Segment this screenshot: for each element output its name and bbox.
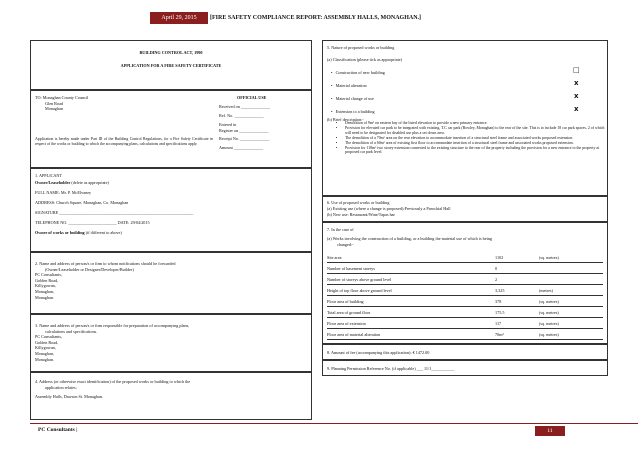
s5-bullet-5: • Provision for 118m² two storey extension connected to the existing structure to the rear of the property including the provision for a new entrance to the property at proposed car park level. [345,146,607,156]
footer-left: PC Consultants | [38,427,78,433]
s7-row-unit: (sq. metres) [539,332,559,337]
s4-text-1: 4. Address (or otherwise exact identification) of the proposed works or building to which the [35,379,191,384]
s2-addr-3: Killygowan, [35,283,56,289]
page-number: 11 [535,426,565,436]
s6-heading: 6. Use of proposed works or building [327,200,390,205]
s9-planning-ref: 9. Planning Permission Reference No. (if applicable) ___ 11/1___________ [327,366,455,371]
telephone: TELEPHONE NO. _______________________ DATE: 29/04/2015 [35,220,150,225]
s7-row-label: Site area [327,255,342,260]
s7-row-rule [327,328,603,329]
s5-item-1-label: Construction of new building [335,70,385,75]
s3-addr-2: Golden Road, [35,339,59,345]
s3-text-2: calculations and specifications. [45,328,98,334]
header-title-text: FIRE SAFETY COMPLIANCE REPORT: ASSEMBLY HALLS, MONAGHAN. [212,15,420,21]
declaration-text: Application is hereby made under Part III of the Building Control Regulations, for a Fire Safety Certificate in respect of the works or building to which the accompanying plans, calculations and specifications apply. [35,137,213,146]
s7-row-label: Number of basement storeys [327,266,376,271]
s7-row-rule [327,317,603,318]
s5-item-2-label: Material alteration [335,83,367,88]
section-8 [322,344,608,360]
register-on-field: Register on ______________ [219,127,269,133]
s7-row-rule [327,306,603,307]
section-5 [322,40,608,196]
s5-item-2: • Material alteration [331,83,367,88]
s5-item-4-mark: x [574,105,579,113]
s5-item-3-label: Material change of use [335,96,374,101]
amount-field: Amount ______________ [219,145,264,150]
s5-item-4-label: Extension to a building [335,109,375,114]
header-date: April 29, 2015 [150,12,208,24]
footer-rule [30,423,638,424]
s5-heading: 5. Nature of proposed works or building [327,45,395,50]
official-use-heading: OFFICIAL USE [237,95,267,100]
s7-row-unit: (sq. metres) [539,299,559,304]
to-line-3: Monaghan [45,106,63,112]
s7-row-label: Number of storeys above ground level [327,277,392,282]
s5-bullet-2: • Provision for elevated car park to be integrated with existing, T.C car park (Rowley, Monaghan) to the rear of the site. This is to include 18 car park spaces, 2 of which will need to be designated for disabled use plus a set down area. [345,126,607,136]
s7-row-label: Floor area of building [327,299,364,304]
s7-row-rule [327,339,603,340]
s2-text-2: (Owner/Leaseholder or Designer/Developer/Builder) [45,266,134,272]
address: ADDRESS: Church Square, Monaghan, Co. Monaghan [35,200,129,205]
s7-row-value: 1102 [495,255,504,260]
s3-addr-3: Killygowan, [35,345,56,351]
s7-row-unit: (sq. metres) [539,255,559,260]
s5-classification: (a) Classification (please tick as appropriate) [327,57,402,62]
ref-no-field: Ref. No. ______________ [219,113,264,118]
full-name: FULL NAME: Mr. P. McElvaney [35,190,92,195]
s7-row-value: 378 [495,299,502,304]
s2-addr-1: PC Consultants, [35,272,62,278]
s3-addr-4: Monaghan, [35,351,54,356]
owner-leaseholder: Owner/Leaseholder [35,180,71,185]
s7-intro-2: changed:- [337,241,354,247]
s7-row-rule [327,262,603,263]
s7-row-label: Floor area of extension [327,321,366,326]
s3-text-1: 3. Name and address of person/s or firm responsible for preparation of accompanying plans, [35,323,190,328]
s7-row-value: 0 [495,266,498,271]
s4-text-2: application relates: [45,384,77,390]
entered-in-field: Entered in [219,122,237,127]
s3-addr-5: Monaghan. [35,356,54,362]
s6-existing-use: (a) Existing use (where a change is proposed):Previously a Parochial Hall [327,206,451,211]
s5-item-4: • Extension to a building [331,109,375,114]
s7-intro-1: (a) Works involving the construction of a building, or a building the material use of which is being [327,236,492,241]
s5-bullet-1: • Demolition of 9m² on eastern bay of the listed elevation to provide a new primary entrance. [345,121,607,126]
s5-brief: (b) Brief description:- [327,117,364,122]
applicant-heading: 1. APPLICANT [35,173,62,178]
s7-row-unit: (metres) [539,288,553,293]
section-2 [30,252,312,314]
s7-row-value: 175.5 [495,310,505,315]
received-on-field: Received on ______________ [219,104,271,109]
s7-row-value: 70m² [495,332,504,337]
s2-addr-2: Golden Road, [35,277,59,283]
s5-item-3-mark: x [574,92,579,100]
owner-of-works-note: (if different to above) [85,230,122,235]
application-title: APPLICATION FOR A FIRE SAFETY CERTIFICATE [120,63,222,68]
s7-row-unit: (sq. metres) [539,310,559,315]
s7-row-unit: (sq. metres) [539,321,559,326]
form-title-box [30,40,312,90]
s5-bullet-4: • The demolition of a 60m² area of existing first floor to accommodate insertion of a structural steel frame and associated works proposed extension. [345,141,607,146]
s4-address: Assembly Halls, Dawson St. Monaghan. [35,394,104,399]
section-7 [322,222,608,344]
owner-note: (delete as appropriate) [71,180,109,185]
s5-bullet-3: • The demolition of a 70m² area on the rear elevation to accommodate insertion of a structural steel frame and associated works proposed extension. [345,136,607,141]
s3-addr-1: PC Consultants, [35,334,62,340]
section-3 [30,314,312,372]
s7-row-rule [327,284,603,285]
s8-fee: 8. Amount of fee (accompanying this application): € 1472.00 [327,350,430,355]
s7-row-label: Total area of ground floor [327,310,371,315]
s2-addr-4: Monaghan, [35,289,54,294]
section-9 [322,360,608,376]
s2-addr-5: Monaghan. [35,294,54,300]
act-title: BUILDING CONTROL ACT, 1990 [139,50,203,55]
to-line-2: Glen Road [45,100,64,106]
section-4 [30,372,312,420]
applicant-section [30,168,312,252]
receipt-no-field: Receipt No. ______________ [219,136,270,141]
s5-item-3: • Material change of use [331,96,374,101]
to-line-1: TO: Monaghan County Council [35,95,89,100]
s7-row-value: 3,325 [495,288,505,293]
s7-heading: 7. In the case of [327,227,354,232]
s5-bullets [337,121,607,155]
s7-row-label: Height of top floor above ground level [327,288,392,293]
s7-row-value: 117 [495,321,502,326]
s7-row-value: 2 [495,277,498,282]
s6-new-use: (b) New use: Restaurant/Wine/Tapas bar [327,212,395,217]
s7-row-rule [327,273,603,274]
s5-item-1-mark: □ [573,66,580,74]
s5-item-1: • Construction of new building [331,70,385,75]
s7-row-label: Floor area of material alteration [327,332,381,337]
section-6 [322,196,608,222]
s5-item-2-mark: x [574,79,579,87]
to-block [30,90,312,168]
header-title: [FIRE SAFETY COMPLIANCE REPORT: ASSEMBLY HALLS, MONAGHAN.] [210,15,422,21]
owner-of-works: Owner of works or building [35,230,85,235]
signature: SIGNATURE ________________________________________________________________ [35,210,194,215]
s7-row-rule [327,295,603,296]
s2-text-1: 2. Name and address of person/s or firm to whom notifications should be forwarded [35,261,176,266]
